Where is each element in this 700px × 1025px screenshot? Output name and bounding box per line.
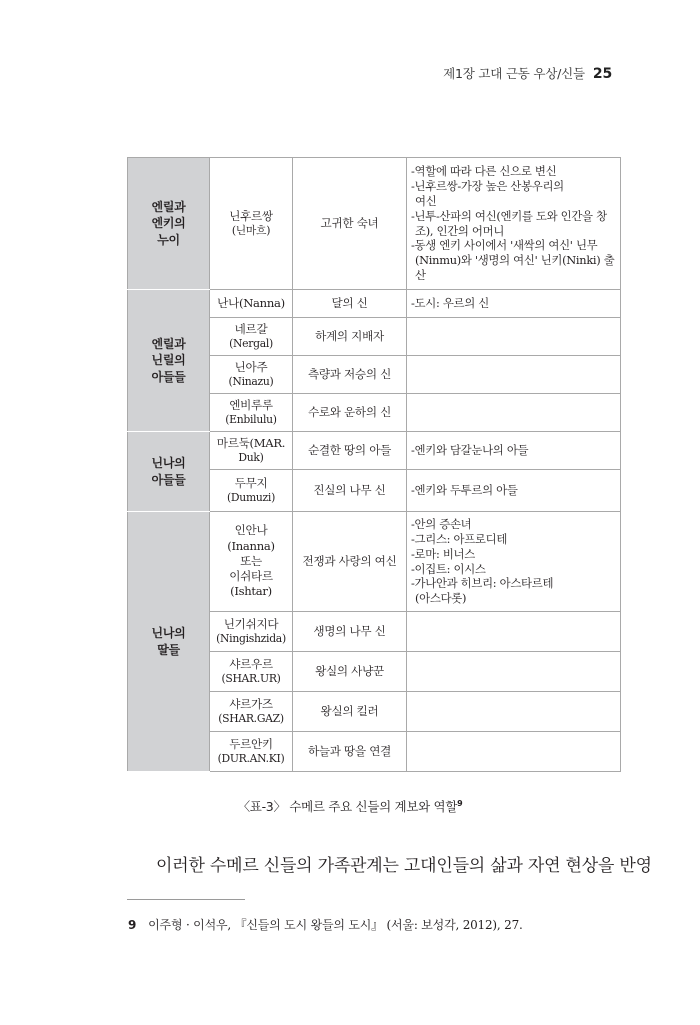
note-line: -안의 증손녀 — [411, 517, 472, 532]
note-cell — [407, 512, 621, 612]
god-role: 수로와 운하의 신 — [307, 404, 392, 419]
god-name: 두르안키 — [229, 736, 273, 751]
god-role-cell — [293, 290, 407, 318]
god-name-sub: (Nergal) — [229, 337, 273, 351]
god-name: 닌후르쌍 — [229, 208, 273, 223]
note-cell — [407, 158, 621, 290]
group-label-line: 아들들 — [151, 472, 186, 487]
table-row — [128, 432, 621, 470]
god-name-cell — [210, 612, 293, 652]
god-name-line: 인안나 — [234, 523, 268, 538]
god-role: 왕실의 킬러 — [320, 703, 379, 718]
caption-footnote-ref: 9 — [457, 798, 463, 808]
table-row — [128, 512, 621, 612]
god-role: 고귀한 숙녀 — [320, 215, 379, 230]
god-role: 진실의 나무 신 — [313, 482, 386, 497]
group-label-line: 누이 — [157, 232, 180, 247]
note-line: (아스다롯) — [415, 591, 467, 606]
note-line: -이집트: 이시스 — [411, 561, 486, 576]
footnote-number: 9 — [128, 918, 137, 932]
god-role-cell — [293, 158, 407, 290]
note-line: -그리스: 아프로디테 — [411, 531, 508, 546]
god-role-cell — [293, 652, 407, 692]
god-name: 닌아주 — [234, 359, 268, 374]
god-name: 샤르우르 — [229, 656, 273, 671]
god-name-cell — [210, 290, 293, 318]
god-name-cell — [210, 158, 293, 290]
god-name-cell — [210, 356, 293, 394]
god-role: 달의 신 — [331, 295, 368, 310]
god-role-cell — [293, 732, 407, 772]
group-label-cell — [128, 432, 210, 512]
note-line: -도시: 우르의 신 — [411, 296, 489, 311]
god-name-sub: (SHAR.UR) — [221, 672, 281, 686]
god-name: 샤르가즈 — [229, 696, 273, 711]
god-name-sub: (Ninazu) — [228, 375, 274, 389]
table-row — [128, 290, 621, 318]
note-line: 여신 — [415, 193, 437, 208]
note-cell — [407, 652, 621, 692]
group-label-cell — [128, 512, 210, 772]
footnote-divider — [127, 899, 245, 900]
god-name: 마르둑(MAR. — [216, 435, 286, 450]
note-line: -로마: 비너스 — [411, 546, 475, 561]
group-label-line: 닌나의 — [151, 456, 186, 471]
note-cell — [407, 318, 621, 356]
note-cell — [407, 356, 621, 394]
god-name: 엔비루루 — [229, 397, 273, 412]
god-name-sub: (Ningishzida) — [216, 632, 286, 646]
group-label-line: 닌릴의 — [151, 353, 186, 368]
god-role: 전쟁과 사랑의 여신 — [302, 553, 397, 568]
god-name-sub: (DUR.AN.KI) — [217, 752, 285, 766]
god-role-cell — [293, 356, 407, 394]
running-header — [443, 64, 612, 82]
god-name-cell — [210, 394, 293, 432]
god-name: 난나(Nanna) — [217, 295, 285, 310]
note-cell — [407, 612, 621, 652]
note-cell — [407, 470, 621, 512]
god-name-cell — [210, 732, 293, 772]
god-name-line: 또는 — [240, 553, 262, 568]
note-line: (Ninmu)와 '생명의 여신' 닌키(Ninki) 출 — [415, 253, 615, 268]
god-name-sub: (SHAR.GAZ) — [218, 712, 284, 726]
god-role-cell — [293, 470, 407, 512]
group-label-line: 엔키의 — [151, 216, 186, 231]
note-line: -동생 엔키 사이에서 '새싹의 여신' 닌무 — [411, 238, 598, 253]
body-paragraph: 이러한 수메르 신들의 가족관계는 고대인들의 삶과 자연 현상을 반영 — [156, 856, 652, 876]
god-role: 하계의 지배자 — [315, 328, 384, 343]
note-cell — [407, 432, 621, 470]
god-role-cell — [293, 612, 407, 652]
note-cell — [407, 394, 621, 432]
god-name: 두무지 — [234, 475, 268, 490]
group-label-line: 딸들 — [157, 642, 180, 657]
note-line: 산 — [415, 267, 426, 282]
god-name-line: 이쉬타르 — [229, 569, 273, 584]
gods-table — [127, 157, 621, 772]
god-name-cell — [210, 652, 293, 692]
note-line: -닌후르쌍-가장 높은 산봉우리의 — [411, 179, 564, 194]
god-role: 측량과 저승의 신 — [307, 366, 392, 381]
god-role-cell — [293, 394, 407, 432]
caption-text: 〈표-3〉 수메르 주요 신들의 계보와 역할 — [237, 799, 458, 814]
chapter-title: 제1장 고대 근동 우상/신들 — [443, 66, 585, 81]
footnote-text: 이주형 · 이석우, 『신들의 도시 왕들의 도시』 (서울: 보성각, 2012), 27. — [148, 918, 523, 932]
group-label-cell — [128, 158, 210, 290]
god-name-sub: (Dumuzi) — [227, 491, 275, 505]
god-role-cell — [293, 432, 407, 470]
god-name-sub: Duk) — [238, 451, 264, 465]
group-label-cell — [128, 290, 210, 432]
god-name-sub: (Enbilulu) — [225, 413, 277, 427]
god-name-cell — [210, 318, 293, 356]
god-name: 네르갈 — [234, 321, 268, 336]
note-cell — [407, 692, 621, 732]
note-cell — [407, 290, 621, 318]
god-role-cell — [293, 318, 407, 356]
group-label-line: 엔릴과 — [151, 200, 186, 215]
god-role-cell — [293, 512, 407, 612]
gods-table-body — [128, 158, 621, 772]
page-number: 25 — [592, 66, 612, 82]
note-line: -역할에 따라 다른 신으로 변신 — [411, 164, 557, 179]
group-label-line: 엔릴과 — [151, 337, 186, 352]
note-line: -엔키와 두투르의 아들 — [411, 483, 518, 498]
group-label-line: 닌나의 — [151, 626, 186, 641]
god-role: 순결한 땅의 아들 — [307, 442, 392, 457]
table-row — [128, 158, 621, 290]
god-role: 왕실의 사냥꾼 — [315, 663, 384, 678]
table-caption — [0, 797, 700, 815]
note-cell — [407, 732, 621, 772]
god-name-cell — [210, 512, 293, 612]
note-line: -가나안과 히브리: 아스타르테 — [411, 576, 554, 591]
note-line: -닌투-산파의 여신(엔키를 도와 인간을 창 — [411, 208, 607, 223]
god-name-cell — [210, 692, 293, 732]
note-line: -엔키와 담갈눈나의 아들 — [411, 443, 529, 458]
god-name-sub: (닌마흐) — [231, 224, 271, 238]
footnote — [128, 916, 523, 933]
god-name-line: (Ishtar) — [230, 584, 272, 599]
group-label-line: 아들들 — [151, 369, 186, 384]
note-line: 조), 인간의 어머니 — [415, 223, 505, 238]
god-role-cell — [293, 692, 407, 732]
god-name-cell — [210, 470, 293, 512]
god-name: 닌기쉬지다 — [223, 616, 279, 631]
god-name-line: (Inanna) — [227, 538, 275, 553]
god-role: 생명의 나무 신 — [313, 623, 386, 638]
god-role: 하늘과 땅을 연결 — [307, 743, 392, 758]
god-name-cell — [210, 432, 293, 470]
